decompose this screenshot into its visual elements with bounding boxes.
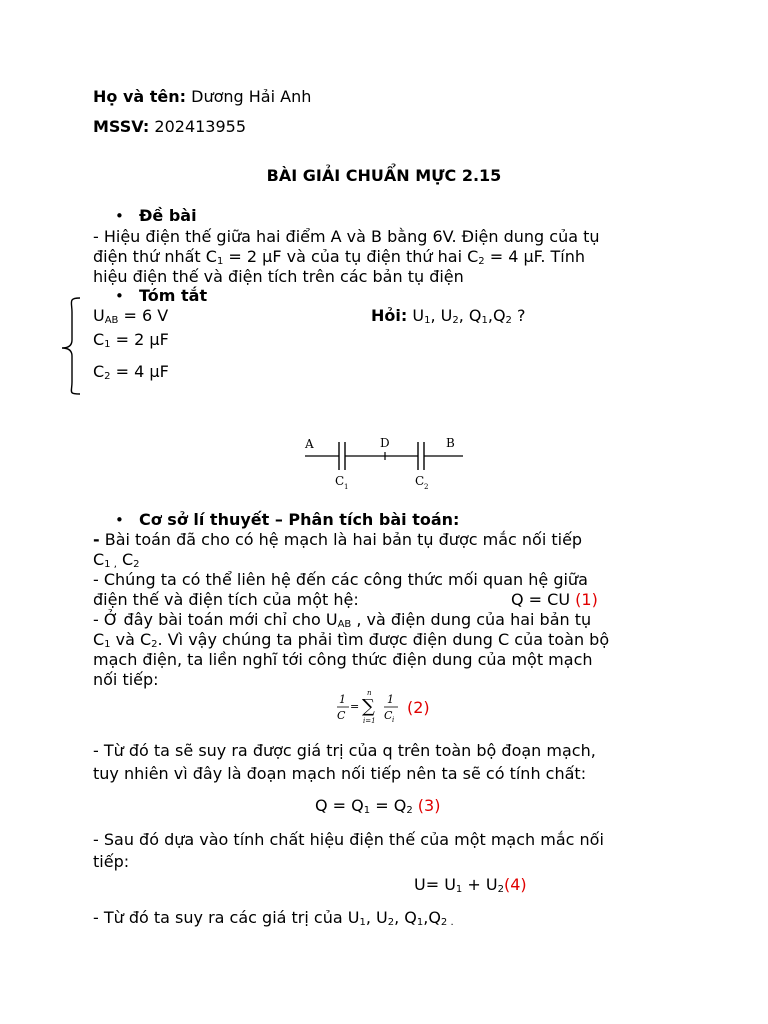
name-label: Họ và tên: — [93, 87, 187, 106]
subscript: 1 — [216, 256, 224, 267]
bullet-icon: • — [115, 207, 124, 225]
theory-p3-line3: mạch điện, ta liền nghĩ tới công thức điện dung của một mạch — [93, 650, 593, 669]
ask-label: Hỏi: — [371, 306, 408, 325]
theory-text: , và điện dung của hai bản tụ — [351, 610, 592, 629]
formula-1 — [511, 590, 598, 609]
document-title: BÀI GIẢI CHUẨN MỰC 2.15 — [266, 166, 502, 185]
id-label: MSSV: — [93, 117, 150, 136]
formula-3: $Q = Q_1 = Q_2$ (3) — [315, 796, 441, 816]
numerator: 1 — [387, 693, 394, 706]
theory-p4-line1: - Từ đó ta sẽ suy ra được giá trị của q trên toàn bộ đoạn mạch, — [93, 741, 596, 760]
formula-text: Q = CU — [511, 590, 571, 609]
sum-upper: n — [367, 689, 372, 697]
theory-p2-line1: - Chúng ta có thể liên hệ đến các công thức mối quan hệ giữa — [93, 570, 588, 589]
theory-p1-line2: $C_{1 ,}$ $C_2$ — [93, 550, 140, 570]
theory-p5-line1: - Sau đó dựa vào tính chất hiệu điện thế của một mạch mắc nối — [93, 830, 604, 849]
var-value: = 2 µF — [110, 330, 169, 349]
theory-p3-line4: nối tiếp: — [93, 670, 159, 689]
label-c1: C — [335, 474, 345, 488]
var-symbol: U — [93, 306, 105, 325]
label-b: B — [446, 436, 455, 450]
problem-heading: Đề bài — [139, 206, 197, 225]
curly-brace-icon — [58, 296, 84, 396]
denominator: C — [384, 709, 393, 722]
var-value: = 4 µF — [110, 362, 169, 381]
var-value: = 6 V — [118, 306, 169, 325]
denominator-sub: i — [392, 716, 395, 724]
given-c1 — [93, 330, 169, 349]
label-c2-sub: 2 — [424, 483, 429, 491]
equals-sign: = — [350, 700, 360, 713]
subscript: 1 — [104, 339, 111, 350]
summary-heading: Tóm tắt — [139, 286, 208, 305]
numerator: 1 — [339, 693, 346, 706]
subscript: 2 — [478, 256, 485, 267]
sum-icon: ∑ — [362, 696, 375, 717]
given-c2 — [93, 362, 169, 381]
problem-text: = 4 µF. Tính — [484, 247, 585, 266]
formula-number: (3) — [417, 796, 441, 815]
bullet-icon: • — [115, 511, 124, 529]
theory-p2-line2: điện thế và điện tích của một hệ: — [93, 590, 359, 609]
dash: - — [93, 530, 100, 549]
theory-text: - Ở đây bài toán mới chỉ cho U — [93, 610, 338, 629]
circuit-diagram — [300, 432, 470, 494]
formula-2-series-capacitance — [334, 686, 406, 730]
theory-p6: - Từ đó ta suy ra các giá trị của $U_1$, $U_2$, $Q_1,Q_{2 .}$ — [93, 908, 454, 928]
formula-2-number: (2) — [407, 698, 430, 717]
problem-line-3: hiệu điện thế và điện tích trên các bản tụ điện — [93, 267, 464, 286]
problem-line-1: - Hiệu điện thế giữa hai điểm A và B bằng 6V. Điện dung của tụ — [93, 227, 600, 246]
label-c2: C — [415, 474, 425, 488]
subscript: 2 — [104, 371, 111, 382]
theory-p1-line1 — [93, 530, 582, 549]
theory-text: Bài toán đã cho có hệ mạch là hai bản tụ được mắc nối tiếp — [99, 530, 583, 549]
theory-p5-line2: tiếp: — [93, 852, 130, 871]
subscript: AB — [104, 315, 119, 326]
denominator: C — [337, 709, 346, 722]
formula-4: $U= U_1 + U_2(4)$ — [414, 875, 527, 895]
theory-p4-line2: tuy nhiên vì đây là đoạn mạch nối tiếp nên ta sẽ có tính chất: — [93, 764, 587, 783]
sum-lower: i=1 — [363, 717, 376, 725]
theory-p3-line1 — [93, 610, 591, 629]
bullet-icon: • — [115, 287, 124, 305]
name-value: Dương Hải Anh — [191, 87, 312, 106]
subscript: AB — [337, 619, 352, 630]
theory-heading: Cơ sở lí thuyết – Phân tích bài toán: — [139, 510, 460, 529]
label-c1-sub: 1 — [344, 483, 349, 491]
student-id-line — [93, 117, 246, 136]
question-line — [371, 306, 526, 325]
label-d: D — [380, 436, 390, 450]
id-value: 202413955 — [154, 117, 247, 136]
var-symbol: C — [93, 362, 105, 381]
ask-value: $U_1$, $U_2$, $Q_1,Q_2$ ? — [412, 306, 526, 326]
label-a: A — [305, 437, 314, 451]
theory-p3-line2: $C_1$ và $C_2$. Vì vậy chúng ta phải tìm được điện dung C của toàn bộ — [93, 630, 610, 650]
formula-number: (4) — [503, 875, 527, 894]
var-symbol: C — [93, 330, 105, 349]
problem-text: điện thứ nhất C — [93, 247, 217, 266]
problem-text: = 2 µF và của tụ điện thứ hai C — [223, 247, 479, 266]
given-uab — [93, 306, 168, 325]
problem-line-2 — [93, 247, 585, 266]
formula-number: (1) — [575, 590, 598, 609]
student-name-line — [93, 87, 311, 106]
